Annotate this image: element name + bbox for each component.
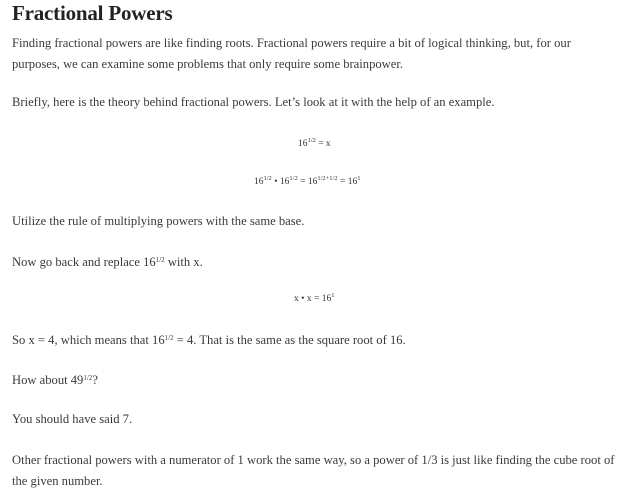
eq3-lhs: x • x = [294,294,322,304]
replace-paragraph [12,252,618,273]
equation-one [298,137,331,151]
eq2-d-base: 16 [347,177,358,187]
eq1-exponent: 1/2 [307,137,316,144]
eq3-exponent: 1 [331,292,335,299]
eq2-dot: • [271,177,280,187]
eq2-a-exponent: 1/2 [263,175,272,182]
replace-text-end: with x. [164,255,203,269]
other-powers-paragraph: Other fractional powers with a numerator of 1 work the same way, so a power of 1/3 is just like finding the cube root of the given number. [12,453,615,488]
equation-two [254,175,360,189]
equation-three [294,292,334,306]
answer-paragraph: You should have said 7. [12,412,133,426]
eq2-c-exponent: 1/2+1/2 [317,175,338,182]
question-text-end: ? [92,373,98,387]
eq2-b-exponent: 1/2 [289,175,298,182]
intro-paragraph: Finding fractional powers are like finding roots. Fractional powers require a bit of logical thinking, but, for our purposes, we can examine some problems that only require some brainpower. [12,36,571,71]
replace-text-start: Now go back and replace 16 [12,255,156,269]
replace-exponent: 1/2 [155,256,165,264]
rule-paragraph: Utilize the rule of multiplying powers with the same base. [12,214,305,228]
result-text-start: So x = 4, which means that 16 [12,333,165,347]
eq1-rest: = x [315,139,331,149]
eq1-base: 16 [298,139,308,149]
eq2-equals-1: = [297,177,308,187]
question-paragraph [12,370,618,391]
result-text-end: = 4. That is the same as the square root of 16. [173,333,406,347]
eq2-d-exponent: 1 [357,175,361,182]
eq3-base: 16 [321,294,332,304]
eq2-equals-2: = [337,177,348,187]
question-text-start: How about 49 [12,373,84,387]
result-exponent: 1/2 [164,334,174,342]
theory-paragraph: Briefly, here is the theory behind fractional powers. Let’s look at it with the help of an example. [12,95,495,109]
result-paragraph [12,330,618,351]
page-title: Fractional Powers [12,1,173,25]
question-exponent: 1/2 [83,374,93,382]
eq2-c-base: 16 [307,177,318,187]
eq2-b-base: 16 [279,177,290,187]
eq2-a-base: 16 [254,177,264,187]
